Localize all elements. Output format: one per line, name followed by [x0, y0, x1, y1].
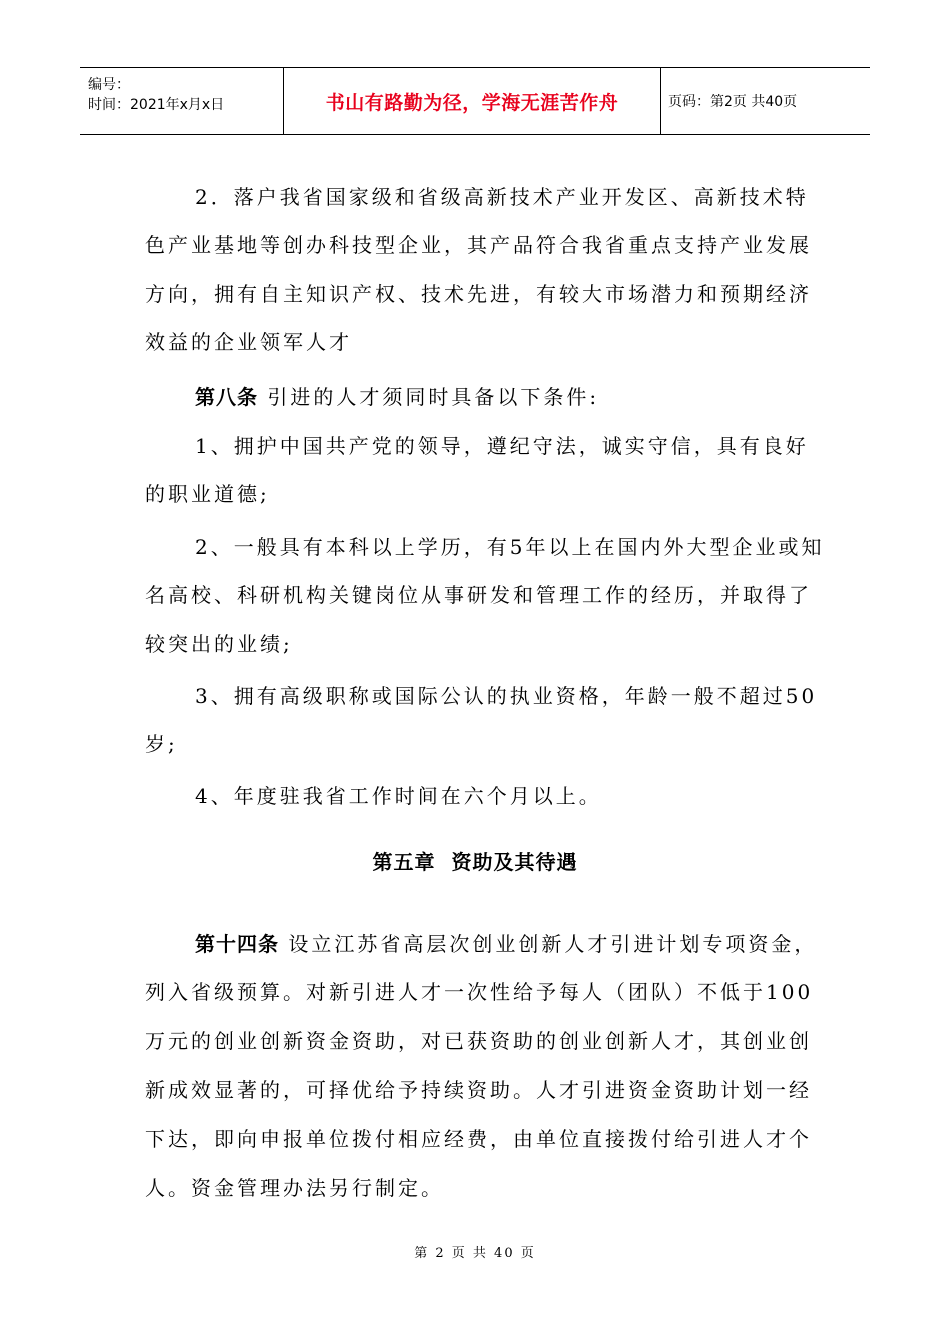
chapter-number: 第五章: [372, 850, 436, 874]
condition-line: 名高校、科研机构关键岗位从事研发和管理工作的经历，并取得了: [145, 583, 812, 607]
chapter-heading: [0, 846, 950, 875]
condition-line: 1、拥护中国共产党的领导，遵纪守法，诚实守信，具有良好: [195, 434, 809, 458]
article-8-text: 引进的人才须同时具备以下条件:: [258, 385, 600, 409]
paragraph-line: 万元的创业创新资金资助，对已获资助的创业创新人才，其创业创: [145, 1029, 812, 1053]
article-8-label: 第八条: [195, 385, 258, 409]
paragraph-line: 2．落户我省国家级和省级高新技术产业开发区、高新技术特: [195, 185, 809, 209]
paragraph-line: 下达，即向申报单位拨付相应经费，由单位直接拨付给引进人才个: [145, 1127, 812, 1151]
header-motto: 书山有路勤为径，学海无涯苦作舟: [325, 91, 619, 114]
condition-line: 3、拥有高级职称或国际公认的执业资格，年龄一般不超过50: [195, 684, 818, 708]
page-header: [80, 67, 870, 135]
condition-line: 岁;: [145, 732, 178, 756]
chapter-title: 资助及其待遇: [451, 850, 578, 874]
doc-date-label: 时间：2021年x月x日: [88, 97, 225, 113]
paragraph-line: 色产业基地等创办科技型企业，其产品符合我省重点支持产业发展: [145, 233, 812, 257]
paragraph-line: 新成效显著的，可择优给予持续资助。人才引进资金资助计划一经: [145, 1078, 812, 1102]
header-page-info: 页码：第2页 共40页: [668, 94, 798, 110]
condition-line: 4、年度驻我省工作时间在六个月以上。: [195, 784, 602, 808]
paragraph-line: 列入省级预算。对新引进人才一次性给予每人（团队）不低于100: [145, 980, 814, 1004]
page-footer: 第 2 页 共 40 页: [414, 1246, 536, 1261]
paragraph-line: 方向，拥有自主知识产权、技术先进，有较大市场潜力和预期经济: [145, 282, 812, 306]
article-14-label: 第十四条: [195, 932, 279, 956]
paragraph-line: 效益的企业领军人才: [145, 330, 352, 354]
article-8-line: [195, 373, 875, 421]
article-14-text: 设立江苏省高层次创业创新人才引进计划专项资金，: [279, 932, 818, 956]
header-divider: [660, 68, 661, 134]
doc-number-label: 编号：: [88, 77, 130, 93]
article-14-line: [195, 920, 875, 968]
condition-line: 2、一般具有本科以上学历，有5年以上在国内外大型企业或知: [195, 535, 825, 559]
header-info-cell: [80, 68, 283, 134]
condition-line: 的职业道德;: [145, 482, 270, 506]
paragraph-line: 人。资金管理办法另行制定。: [145, 1176, 444, 1200]
condition-line: 较突出的业绩;: [145, 632, 293, 656]
